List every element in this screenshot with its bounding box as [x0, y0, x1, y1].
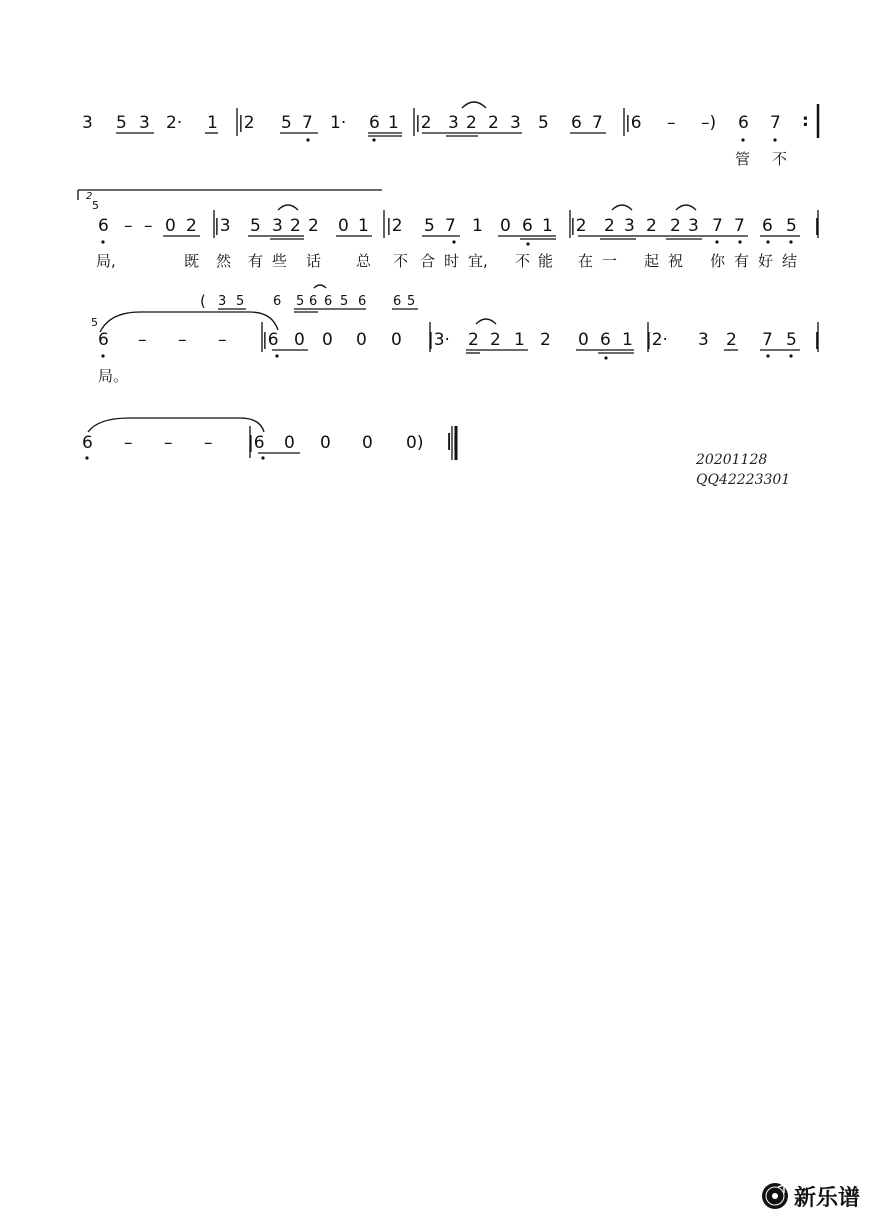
note: 2 — [290, 216, 301, 236]
lyric: 结 — [782, 252, 798, 270]
note: 5 — [236, 294, 245, 309]
note: 5 — [786, 330, 797, 350]
site-logo[interactable] — [760, 1180, 860, 1212]
note: – — [164, 433, 173, 453]
grace-note: 5 — [91, 316, 98, 329]
note: 0 — [294, 330, 305, 350]
note: 0 — [284, 433, 295, 453]
note: 6 — [309, 294, 318, 309]
note: |2 — [386, 216, 403, 236]
note: |3· — [428, 330, 450, 350]
note: 6 — [273, 294, 282, 309]
lyric: 话 — [306, 252, 322, 270]
note: –) — [701, 113, 717, 133]
note: 6 — [98, 330, 109, 350]
note: 7 — [592, 113, 603, 133]
slur — [314, 285, 326, 288]
octave-dot — [773, 138, 776, 141]
lyric: 能 — [538, 252, 554, 270]
note: 2 — [488, 113, 499, 133]
note: 5 — [538, 113, 549, 133]
note: 0 — [322, 330, 333, 350]
note: 6 — [358, 294, 367, 309]
slur — [462, 102, 486, 108]
note: 3 — [139, 113, 150, 133]
note: 0) — [406, 433, 424, 453]
lyric: 有 — [734, 252, 750, 270]
note: 6 — [571, 113, 582, 133]
note: 6 — [369, 113, 380, 133]
octave-dot — [526, 242, 529, 245]
note: 5 — [340, 294, 349, 309]
bracket: ( — [200, 292, 206, 310]
date-credit: 20201128 — [696, 452, 768, 468]
note: 2· — [166, 113, 183, 133]
lyric: 你 — [710, 252, 726, 270]
note: 7 — [445, 216, 456, 236]
note: 1 — [358, 216, 369, 236]
note: 6 — [82, 433, 93, 453]
note: 7 — [712, 216, 723, 236]
octave-dot — [789, 354, 792, 357]
note: 7 — [302, 113, 313, 133]
note: – — [138, 330, 147, 350]
note: 6 — [762, 216, 773, 236]
music-disc-icon — [760, 1181, 790, 1211]
note: 0 — [362, 433, 373, 453]
lyric: 好 — [758, 252, 774, 270]
grace-note: 2 — [86, 191, 93, 202]
note: 5 — [786, 216, 797, 236]
slur — [88, 418, 264, 432]
octave-dot — [766, 354, 769, 357]
note: 1 — [207, 113, 218, 133]
lyric: 管 — [735, 150, 751, 168]
note: 7 — [734, 216, 745, 236]
note: 3 — [698, 330, 709, 350]
octave-dot — [372, 138, 375, 141]
note: |2 — [570, 216, 587, 236]
slur — [676, 205, 696, 210]
lyric: 在 — [578, 252, 594, 270]
note: 1· — [330, 113, 347, 133]
note: 2 — [308, 216, 319, 236]
octave-dot — [275, 354, 278, 357]
note: 2 — [670, 216, 681, 236]
note: 0 — [165, 216, 176, 236]
final-barline: || — [446, 431, 459, 451]
note: 0 — [500, 216, 511, 236]
note: 2 — [186, 216, 197, 236]
lyric: 局, — [96, 252, 116, 270]
lyric: 宜, — [468, 252, 488, 270]
lyric: 然 — [216, 252, 232, 270]
lyric: 有 — [248, 252, 264, 270]
note: 6 — [522, 216, 533, 236]
lyric: 不 — [515, 252, 531, 270]
note: 1 — [622, 330, 633, 350]
note: 3 — [218, 294, 227, 309]
slur — [278, 205, 298, 210]
note: 2 — [490, 330, 501, 350]
note: 0 — [320, 433, 331, 453]
note: 1 — [514, 330, 525, 350]
lyric: 不 — [393, 252, 409, 270]
note: 0 — [391, 330, 402, 350]
note: – — [204, 433, 213, 453]
note: 5 — [116, 113, 127, 133]
octave-dot — [741, 138, 744, 141]
note: – — [178, 330, 187, 350]
note: 5 — [250, 216, 261, 236]
slur — [612, 205, 632, 210]
note: 3 — [82, 113, 93, 133]
note: – — [144, 216, 153, 236]
note: 1 — [388, 113, 399, 133]
note: 2 — [466, 113, 477, 133]
octave-dot — [452, 240, 455, 243]
lyric: 起 — [644, 252, 660, 270]
note: 3 — [688, 216, 699, 236]
note: |2· — [646, 330, 668, 350]
lyric: 总 — [356, 252, 372, 270]
note: 3 — [272, 216, 283, 236]
octave-dot — [101, 354, 104, 357]
lyric: 一 — [602, 252, 618, 270]
note: 5 — [281, 113, 292, 133]
octave-dot — [715, 240, 718, 243]
note: 0 — [578, 330, 589, 350]
lyric: 时 — [444, 252, 460, 270]
note: 6 — [600, 330, 611, 350]
slur — [100, 312, 278, 332]
note: 2 — [540, 330, 551, 350]
note: 6 — [393, 294, 402, 309]
note: 7 — [770, 113, 781, 133]
note: 6 — [324, 294, 333, 309]
note: 0 — [356, 330, 367, 350]
lyric: 既 — [184, 252, 200, 270]
octave-dot — [604, 356, 607, 359]
note: 3 — [510, 113, 521, 133]
note: |2 — [415, 113, 432, 133]
octave-dot — [85, 456, 88, 459]
note: – — [667, 113, 676, 133]
octave-dot — [738, 240, 741, 243]
lyric: 合 — [420, 252, 436, 270]
octave-dot — [261, 456, 264, 459]
note: 0 — [338, 216, 349, 236]
note: 6 — [98, 216, 109, 236]
note: 2 — [646, 216, 657, 236]
barline: | — [814, 216, 820, 236]
qq-credit: QQ42223301 — [696, 472, 791, 488]
note: – — [124, 216, 133, 236]
grace-note: 5 — [92, 199, 99, 212]
note: 1 — [472, 216, 483, 236]
barline: | — [814, 330, 820, 350]
note: |3 — [214, 216, 231, 236]
slur — [476, 319, 496, 324]
note: |6 — [248, 433, 265, 453]
note: 5 — [296, 294, 305, 309]
note: 3 — [448, 113, 459, 133]
octave-dot — [766, 240, 769, 243]
repeat-sign: : — [802, 111, 809, 131]
note: 2 — [604, 216, 615, 236]
note: 5 — [407, 294, 416, 309]
note: 2 — [726, 330, 737, 350]
note: – — [218, 330, 227, 350]
note: |2 — [238, 113, 255, 133]
logo-text: 新乐谱 — [794, 1185, 861, 1211]
note: |6 — [262, 330, 279, 350]
note: 7 — [762, 330, 773, 350]
lyric: 些 — [272, 252, 288, 270]
octave-dot — [101, 240, 104, 243]
note: – — [124, 433, 133, 453]
lyric: 祝 — [668, 252, 684, 270]
note: 2 — [468, 330, 479, 350]
note: 1 — [542, 216, 553, 236]
octave-dot — [306, 138, 309, 141]
lyric: 不 — [772, 150, 788, 168]
octave-dot — [789, 240, 792, 243]
lyric: 局。 — [98, 367, 129, 385]
note: |6 — [625, 113, 642, 133]
note: 5 — [424, 216, 435, 236]
note: 3 — [624, 216, 635, 236]
note: 6 — [738, 113, 749, 133]
